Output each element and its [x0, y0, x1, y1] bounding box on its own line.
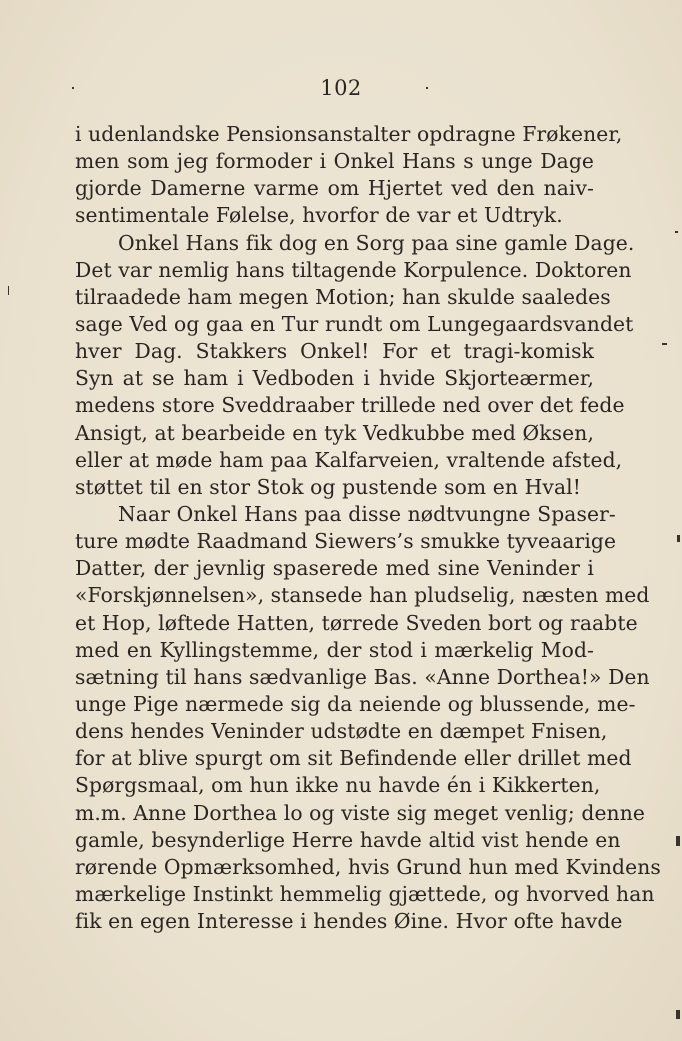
text-line: ture mødte Raadmand Siewers’s smukke tyveaarige: [75, 529, 617, 554]
page-number: 102: [320, 76, 362, 100]
text-line: med en Kyllingstemme, der stod i mærkelig Mod-: [75, 637, 594, 662]
scan-speck: [426, 87, 428, 89]
text-line: m.m. Anne Dorthea lo og viste sig meget venlig; denne: [75, 800, 645, 825]
text-line: gjorde Damerne varme om Hjertet ved den naiv-: [75, 176, 594, 201]
text-line: mærkelige Instinkt hemmelig gjættede, og hvorved han: [75, 881, 655, 906]
text-line: Datter, der jevnlig spaserede med sine Veninder i: [75, 556, 594, 581]
text-line: dens hendes Veninder udstødte en dæmpet Fnisen,: [75, 719, 608, 744]
text-line: Det var nemlig hans tiltagende Korpulence. Doktoren: [75, 257, 632, 282]
scan-speck: [676, 1010, 680, 1019]
scan-speck: [662, 343, 667, 345]
text-line: sentimentale Følelse, hvorfor de var et Udtryk.: [75, 203, 563, 228]
text-line: sætning til hans sædvanlige Bas. «Anne Dorthea!» Den: [75, 664, 650, 689]
text-line: rørende Opmærksomhed, hvis Grund hun med Kvindens: [75, 854, 661, 879]
paragraph-start-line: Onkel Hans fik dog en Sorg paa sine gamle Dage.: [118, 230, 635, 255]
body-text: [75, 121, 661, 935]
text-line: for at blive spurgt om sit Befindende eller drillet med: [75, 746, 632, 771]
text-line: unge Pige nærmede sig da neiende og blussende, me-: [75, 691, 636, 716]
scan-speck: [676, 836, 680, 846]
text-line: «Forskjønnelsen», stansede han pludselig, næsten med: [75, 583, 650, 608]
text-line: fik en egen Interesse i hendes Øine. Hvor ofte havde: [75, 909, 623, 934]
scan-speck: [72, 87, 74, 89]
text-line: Spørgsmaal, om hun ikke nu havde én i Kikkerten,: [75, 773, 601, 798]
text-line: et Hop, løftede Hatten, tørrede Sveden bort og raabte: [75, 610, 638, 635]
text-line: hver Dag. Stakkers Onkel! For et tragi-komisk: [75, 339, 594, 364]
paragraph-start-line: Naar Onkel Hans paa disse nødtvungne Spaser-: [118, 501, 616, 526]
text-line: tilraadede ham megen Motion; han skulde saaledes: [75, 284, 611, 309]
scan-speck: [675, 231, 678, 233]
text-line: i udenlandske Pensionsanstalter opdragne Frøkener,: [75, 122, 623, 146]
text-line: Ansigt, at bearbeide en tyk Vedkubbe med Øksen,: [75, 420, 594, 445]
scan-speck: [8, 286, 9, 295]
text-line: gamle, besynderlige Herre havde altid vist hende en: [75, 827, 621, 852]
scan-speck: [677, 535, 680, 542]
text-line: eller at møde ham paa Kalfarveien, vraltende afsted,: [75, 447, 623, 472]
text-line: Syn at se ham i Vedboden i hvide Skjorteærmer,: [75, 366, 594, 391]
text-line: men som jeg formoder i Onkel Hans s unge Dage: [75, 149, 594, 174]
text-line: medens store Sveddraaber trillede ned over det fede: [75, 393, 625, 418]
text-line: sage Ved og gaa en Tur rundt om Lungegaardsvandet: [75, 311, 634, 336]
text-line: støttet til en stor Stok og pustende som en Hval!: [75, 474, 581, 499]
